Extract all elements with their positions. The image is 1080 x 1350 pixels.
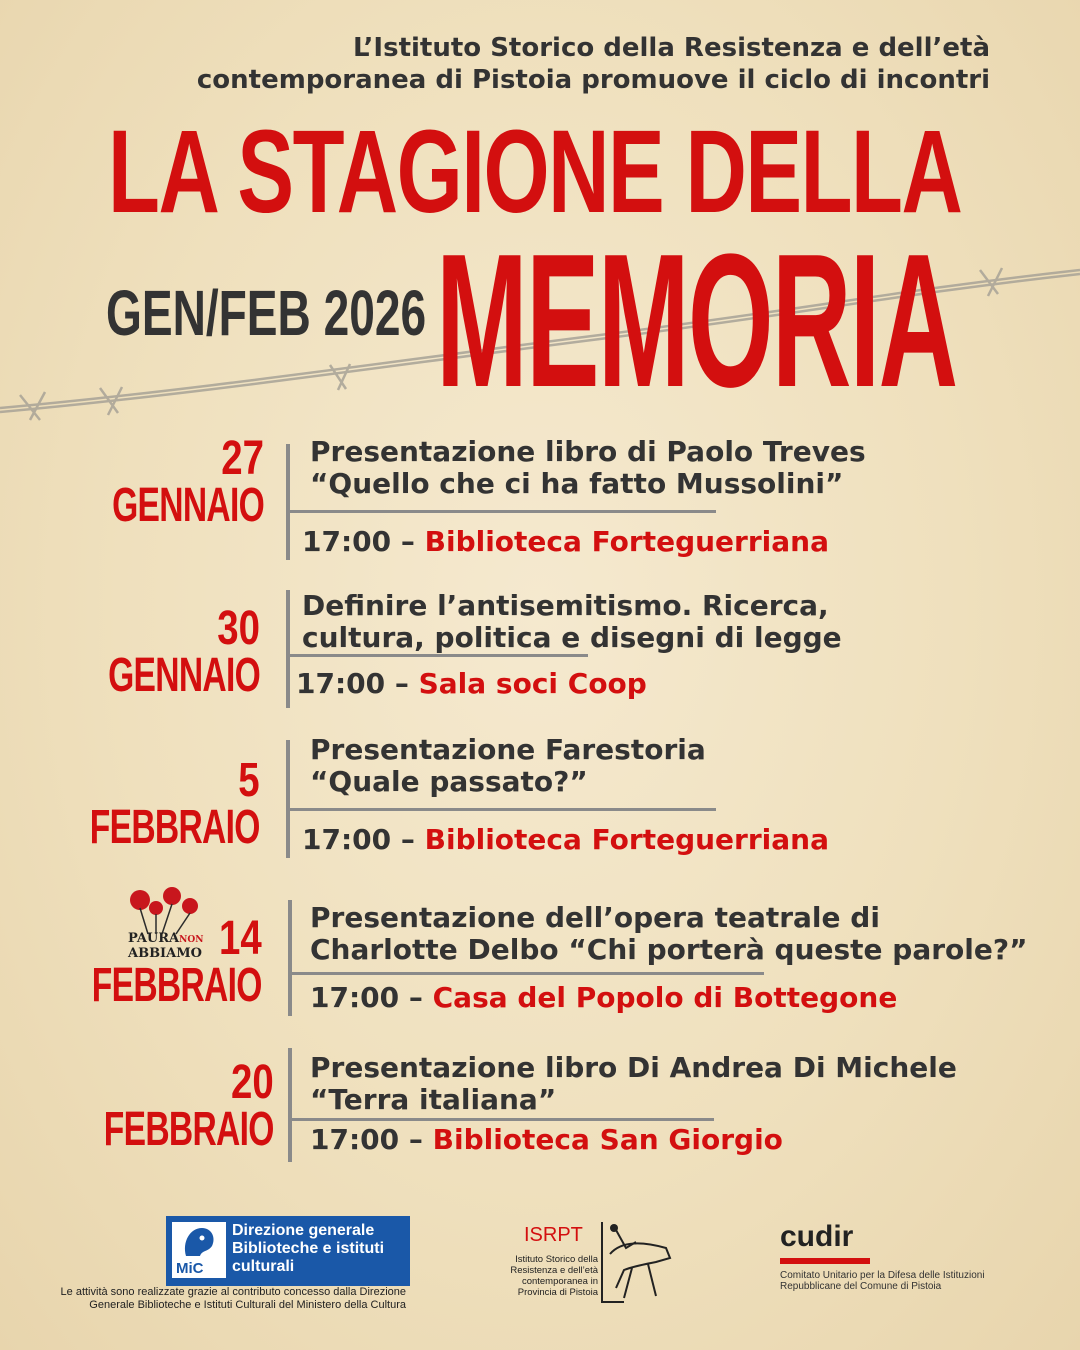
- event-title: [310, 1052, 957, 1116]
- divider-vertical: [286, 740, 290, 858]
- intro-text: [90, 32, 990, 96]
- event-month: GENNAIO: [112, 479, 264, 532]
- paura-non-abbiamo-logo: [126, 886, 210, 966]
- divider-horizontal: [290, 1118, 714, 1121]
- title-line-2: MEMORIA: [436, 215, 957, 427]
- event-title-line-2: “Quale passato?”: [310, 765, 588, 798]
- intro-line-2: contemporanea di Pistoia promuove il ciclo di incontri: [196, 65, 990, 95]
- event-day: 30: [217, 602, 260, 655]
- title-line-1: LA STAGIONE DELLA: [108, 106, 962, 238]
- event-day: 5: [238, 754, 260, 807]
- event-place: Biblioteca San Giorgio: [432, 1123, 783, 1156]
- event-when: [296, 668, 647, 700]
- mic-logo: [166, 1216, 410, 1286]
- divider-vertical: [288, 900, 292, 1016]
- divider-horizontal: [290, 972, 764, 975]
- event-place: Biblioteca Forteguerriana: [424, 525, 829, 558]
- mic-badge: MiC: [176, 1260, 204, 1277]
- mic-text: Direzione generale Biblioteche e istituti culturali: [232, 1222, 385, 1275]
- event-title-line-2: Charlotte Delbo “Chi porterà queste parole?”: [310, 933, 1028, 966]
- non-word: NON: [179, 935, 204, 945]
- divider-horizontal: [288, 808, 716, 811]
- abbiamo-word: ABBIAMO: [128, 946, 202, 961]
- event-day: 27: [221, 432, 264, 485]
- event-title-line-1: Presentazione Farestoria: [310, 733, 706, 766]
- date-range: GEN/FEB 2026: [106, 277, 427, 349]
- isrpt-name: ISRPT: [524, 1224, 583, 1246]
- cudir-red-bar: [780, 1258, 870, 1264]
- event-title-line-1: Definire l’antisemitismo. Ricerca,: [302, 589, 829, 622]
- divider-vertical: [286, 444, 290, 560]
- event-date: [31, 1056, 274, 1156]
- event-when: [310, 982, 897, 1014]
- paura-word: PAURA: [128, 931, 180, 946]
- poppy-icon: [126, 886, 210, 936]
- event-time: 17:00 –: [302, 823, 425, 856]
- event-month: FEBBRAIO: [92, 959, 262, 1012]
- divider-horizontal: [288, 654, 588, 657]
- divider-horizontal: [288, 510, 716, 513]
- event-when: [310, 1124, 783, 1156]
- isrpt-subtitle: Istituto Storico della Resistenza e dell’età contemporanea in Provincia di Pistoia: [510, 1254, 598, 1298]
- event-date: [17, 754, 260, 854]
- event-title-line-2: “Quello che ci ha fatto Mussolini”: [310, 467, 844, 500]
- event-title-line-2: cultura, politica e disegni di legge: [302, 621, 842, 654]
- event-when: [302, 526, 829, 558]
- divider-vertical: [286, 590, 290, 708]
- event-date: [43, 602, 260, 702]
- funding-note: Le attività sono realizzate grazie al contributo concesso dalla Direzione Generale Biblioteche e Istituti Culturali del Ministero della Cultura: [60, 1286, 406, 1311]
- event-month: FEBBRAIO: [90, 801, 260, 854]
- event-place: Casa del Popolo di Bottegone: [432, 981, 898, 1014]
- event-day: 14: [219, 912, 262, 965]
- event-title-line-1: Presentazione libro Di Andrea Di Michele: [310, 1051, 957, 1084]
- cudir-subtitle: Comitato Unitario per la Difesa delle Istituzioni Repubblicane del Comune di Pistoia: [780, 1270, 985, 1292]
- event-month: FEBBRAIO: [104, 1103, 274, 1156]
- cudir-logo: [780, 1220, 1000, 1310]
- isrpt-logo: [486, 1218, 686, 1308]
- event-title: [310, 734, 706, 798]
- event-place: Sala soci Coop: [418, 667, 647, 700]
- event-month: GENNAIO: [108, 649, 260, 702]
- event-date: [47, 432, 264, 532]
- event-title-line-2: “Terra italiana”: [310, 1083, 557, 1116]
- event-time: 17:00 –: [296, 667, 419, 700]
- event-day: 20: [231, 1056, 274, 1109]
- horse-rider-icon: [596, 1218, 676, 1308]
- event-place: Biblioteca Forteguerriana: [424, 823, 829, 856]
- event-title: [310, 902, 1028, 966]
- intro-line-1: L’Istituto Storico della Resistenza e dell’età: [352, 33, 990, 63]
- museum-mask-icon: [172, 1222, 226, 1278]
- event-title: [302, 590, 842, 654]
- event-time: 17:00 –: [310, 1123, 433, 1156]
- event-time: 17:00 –: [302, 525, 425, 558]
- cudir-name: cudir: [780, 1220, 854, 1253]
- event-time: 17:00 –: [310, 981, 433, 1014]
- event-when: [302, 824, 829, 856]
- event-title-line-1: Presentazione dell’opera teatrale di: [310, 901, 880, 934]
- event-title: [310, 436, 866, 500]
- event-title-line-1: Presentazione libro di Paolo Treves: [310, 435, 866, 468]
- divider-vertical: [288, 1048, 292, 1162]
